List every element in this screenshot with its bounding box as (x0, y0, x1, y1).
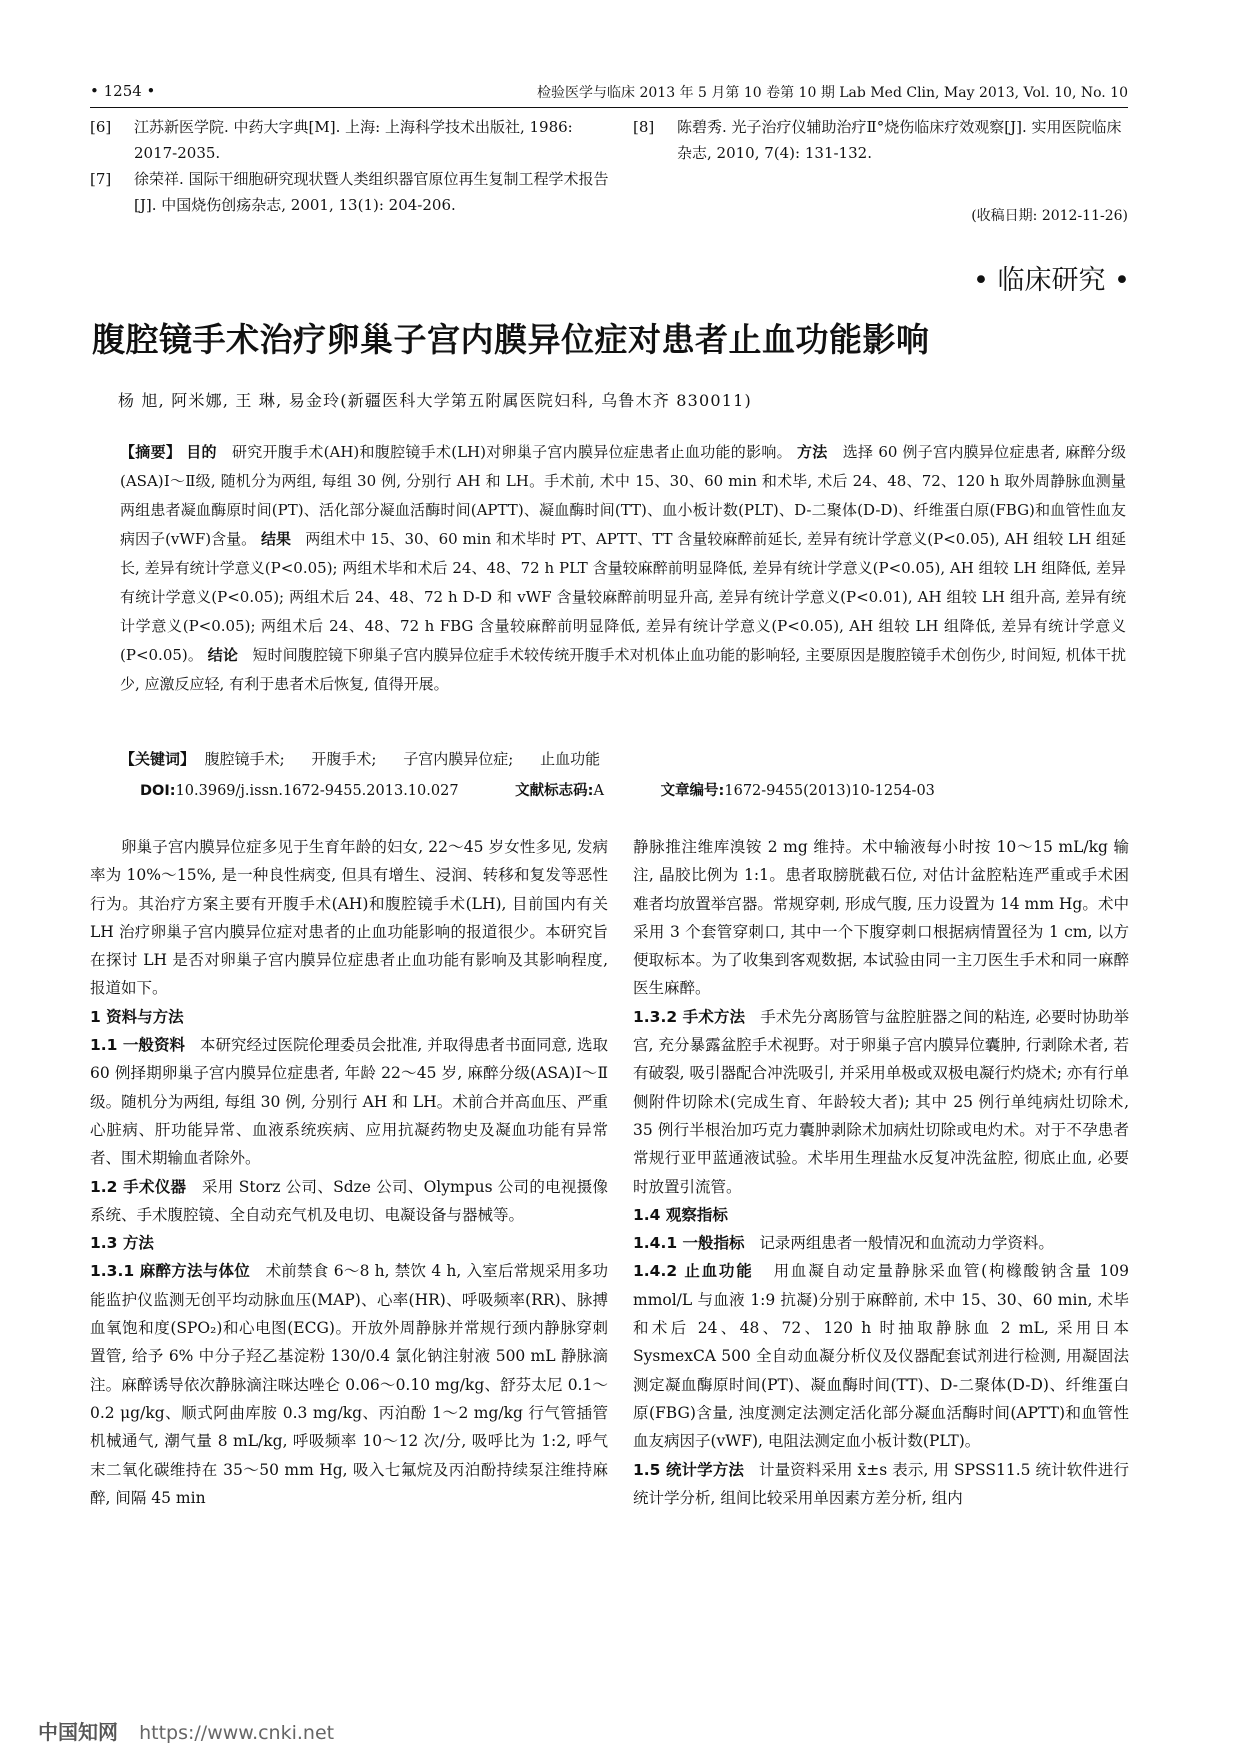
reference-number: [8] (633, 118, 655, 136)
reference-item (90, 114, 610, 166)
intro-paragraph: 卵巢子宫内膜异位症多见于生育年龄的妇女, 22～45 岁女性多见, 发病率为 10%～15%, 是一种良性病变, 但具有增生、浸润、转移和复发等恶性行为。其治疗方案主要有开腹手术(AH)和腹腔镜手术(LH), 目前国内有关 LH 治疗卵巢子宫内膜异位症对患者的止血功能影响的报道很少。本研究旨在探讨 LH 是否对卵巢子宫内膜异位症患者止血功能有影响及其影响程度, 报道如下。 (90, 838, 608, 998)
method-label: 方法 (796, 443, 828, 461)
cnki-watermark (38, 1716, 334, 1745)
article-title: 腹腔镜手术治疗卵巢子宫内膜异位症对患者止血功能影响 (92, 320, 930, 359)
keywords (120, 748, 622, 769)
references-right (633, 114, 1128, 166)
paragraph-1-3-1: 术前禁食 6～8 h, 禁饮 4 h, 入室后常规采用多功能监护仪监测无创平均动脉血压(MAP)、心率(HR)、呼吸频率(RR)、脉搏血氧饱和度(SPO₂)和心电图(ECG)。开放外周静脉并常规行颈内静脉穿刺置管, 给予 6% 中分子羟乙基淀粉 130/0.4 氯化钠注射液 500 mL 静脉滴注。麻醉诱导依次静脉滴注咪达唑仑 0.06～0.10 mg/kg、舒芬太尼 0.1～0.2 μg/kg、顺式阿曲库胺 0.3 mg/kg、丙泊酚 1～2 mg/kg 行气管插管机械通气, 潮气量 8 mL/kg, 呼吸频率 10～12 次/分, 吸呼比为 1:2, 呼气末二氧化碳维持在 35～50 mm Hg, 吸入七氟烷及丙泊酚持续泵注维持麻醉, 间隔 45 min (90, 1262, 609, 1507)
journal-citation: 检验医学与临床 2013 年 5 月第 10 卷第 10 期 Lab Med Clin, May 2013, Vol. 10, No. 10 (537, 85, 1128, 101)
cnki-logo: 中国知网 (38, 1720, 118, 1744)
conclusion-text: 短时间腹腔镜下卵巢子宫内膜异位症手术较传统开腹手术对机体止血功能的影响轻, 主要原因是腹腔镜手术创伤少, 时间短, 机体干扰少, 应激反应轻, 有利于患者术后恢复, 值得开展。 (120, 646, 1126, 693)
reference-text: 陈碧秀. 光子治疗仪辅助治疗Ⅱ°烧伤临床疗效观察[J]. 实用医院临床杂志, 2010, 7(4): 131-132. (677, 118, 1122, 162)
paragraph-1-5: 计量资料采用 x̄±s 表示, 用 SPSS11.5 统计软件进行统计学分析, 组间比较采用单因素方差分析, 组内 (633, 1460, 1130, 1507)
heading-1-5: 1.5 统计学方法 (633, 1460, 744, 1479)
purpose-text: 研究开腹手术(AH)和腹腔镜手术(LH)对卵巢子宫内膜异位症患者止血功能的影响。 (231, 443, 792, 461)
result-text: 两组术中 15、30、60 min 和术毕时 PT、APTT、TT 含量较麻醉前延长, 差异有统计学意义(P<0.05), AH 组较 LH 组延长, 差异有统计学意义(P<0.05); 两组术毕和术后 24、48、72 h PLT 含量较麻醉前明显降低, 差异有统计学意义(P<0.05), AH 组较 LH 组降低, 差异有统计学意义(P<0.05); 两组术后 24、48、72 h D-D 和 vWF 含量较麻醉前明显升高, 差异有统计学意义(P<0.01), AH 组较 LH 组升高, 差异有统计学意义(P<0.05); 两组术后 24、48、72 h FBG 含量较麻醉前明显降低, 差异有统计学意义(P<0.05), AH 组较 LH 组降低, 差异有统计学意义(P<0.05)。 (120, 530, 1126, 664)
doi-line (140, 779, 987, 800)
reference-text: 徐荣祥. 国际干细胞研究现状暨人类组织器官原位再生复制工程学术报告[J]. 中国烧伤创疡杂志, 2001, 13(1): 204-206. (134, 170, 609, 214)
paragraph-1-4-1: 记录两组患者一般情况和血流动力学资料。 (759, 1234, 1054, 1253)
reference-item (633, 114, 1128, 166)
paragraph-1-1: 本研究经过医院伦理委员会批准, 并取得患者书面同意, 选取 60 例择期卵巢子宫内膜异位症患者, 年龄 22～45 岁, 麻醉分级(ASA)Ⅰ～Ⅱ级。随机分为两组, 每组 30 例, 分别行 AH 和 LH。术前合并高血压、严重心脏病、肝功能异常、血液系统疾病、应用抗凝药物史及凝血功能有异常者、围术期输血者除外。 (90, 1036, 609, 1168)
page-number: • 1254 • (90, 82, 156, 100)
reference-item (90, 166, 610, 218)
method-text: 选择 60 例子宫内膜异位症患者, 麻醉分级(ASA)Ⅰ～Ⅱ级, 随机分为两组, 每组 30 例, 分别行 AH 和 LH。手术前, 术中 15、30、60 min 和术毕, 术后 24、48、72、120 h 取外周静脉血测量两组患者凝血酶原时间(PT)、活化部分凝血活酶时间(APTT)、凝血酶时间(TT)、血小板计数(PLT)、D-二聚体(D-D)、纤维蛋白原(FBG)和血管性血友病因子(vWF)含量。 (120, 443, 1126, 548)
heading-1-4-2: 1.4.2 止血功能 (633, 1262, 754, 1281)
article-no-value: 1672-9455(2013)10-1254-03 (724, 783, 935, 799)
paragraph-1-3-2: 手术先分离肠管与盆腔脏器之间的粘连, 必要时协助举宫, 充分暴露盆腔手术视野。对于卵巢子宫内膜异位囊肿, 行剥除术者, 若有破裂, 吸引器配合冲洗吸引, 并采用单极或双极电凝行灼烧术; 亦有行单侧附件切除术(完成生育、年龄较大者); 其中 25 例行单纯病灶切除术, 35 例行半根治加巧克力囊肿剥除术加病灶切除或电灼术。对于不孕患者常规行亚甲蓝通液试验。术毕用生理盐水反复冲洗盆腔, 彻底止血, 必要时放置引流管。 (633, 1007, 1130, 1196)
keyword: 止血功能 (540, 750, 601, 768)
heading-1: 1 资料与方法 (90, 1007, 184, 1026)
keywords-label: 【关键词】 (120, 750, 196, 768)
reference-number: [7] (90, 170, 112, 188)
cnki-url: https://www.cnki.net (139, 1722, 335, 1744)
purpose-label: 目的 (186, 443, 217, 461)
references-left (90, 114, 610, 218)
body-column-left (90, 833, 608, 1512)
doi-label: DOI: (140, 783, 176, 799)
received-date: (收稿日期: 2012-11-26) (971, 208, 1128, 224)
keyword: 开腹手术; (311, 750, 377, 768)
result-label: 结果 (260, 530, 292, 548)
body-column-right (633, 833, 1129, 1512)
authors-affiliation: 杨 旭, 阿米娜, 王 琳, 易金玲(新疆医科大学第五附属医院妇科, 乌鲁木齐 830011) (118, 391, 752, 410)
abstract (120, 438, 1126, 699)
heading-1-3-1: 1.3.1 麻醉方法与体位 (90, 1262, 251, 1281)
heading-1-3-2: 1.3.2 手术方法 (633, 1007, 746, 1026)
conclusion-label: 结论 (207, 646, 238, 664)
heading-1-3: 1.3 方法 (90, 1234, 154, 1253)
abstract-label: 【摘要】 (120, 443, 182, 461)
header-rule (90, 107, 1128, 108)
reference-number: [6] (90, 118, 112, 136)
section-tag: • 临床研究 • (972, 265, 1130, 296)
article-no-label: 文章编号: (660, 783, 725, 799)
heading-1-2: 1.2 手术仪器 (90, 1177, 187, 1196)
doi-value: 10.3969/j.issn.1672-9455.2013.10.027 (175, 783, 459, 799)
heading-1-4: 1.4 观察指标 (633, 1205, 728, 1224)
reference-text: 江苏新医学院. 中药大字典[M]. 上海: 上海科学技术出版社, 1986: 2017-2035. (134, 118, 573, 162)
keyword: 腹腔镜手术; (204, 750, 285, 768)
heading-1-4-1: 1.4.1 一般指标 (633, 1234, 745, 1253)
paragraph-1-3-1-cont: 静脉推注维库溴铵 2 mg 维持。术中输液每小时按 10～15 mL/kg 输注, 晶胶比例为 1:1。患者取膀胱截石位, 对估计盆腔粘连严重或手术困难者均放置举宫器。常规穿刺, 形成气腹, 压力设置为 14 mm Hg。术中采用 3 个套管穿刺口, 其中一个下腹穿刺口根据病情置径为 1 cm, 以方便取标本。为了收集到客观数据, 本试验由同一主刀医生手术和同一麻醉医生麻醉。 (633, 838, 1129, 998)
heading-1-1: 1.1 一般资料 (90, 1036, 186, 1055)
paragraph-1-4-2: 用血凝自动定量静脉采血管(枸橼酸钠含量 109 mmol/L 与血液 1:9 抗凝)分别于麻醉前, 术中 15、30、60 min, 术毕和术后 24、48、72、120 h 时抽取静脉血 2 mL, 采用日本 SysmexCA 500 全自动血凝分析仪及仪器配套试剂进行检测, 用凝固法测定凝血酶原时间(PT)、凝血酶时间(TT)、D-二聚体(D-D)、纤维蛋白原(FBG)含量, 浊度测定法测定活化部分凝血活酶时间(APTT)和血管性血友病因子(vWF), 电阻法测定血小板计数(PLT)。 (633, 1262, 1130, 1451)
running-header (90, 80, 1128, 106)
keyword: 子宫内膜异位症; (403, 750, 514, 768)
paragraph-1-2: 采用 Storz 公司、Sdze 公司、Olympus 公司的电视摄像系统、手术腹腔镜、全自动充气机及电切、电凝设备与器械等。 (90, 1177, 609, 1224)
code-value: A (593, 783, 604, 799)
code-label: 文献标志码: (515, 783, 594, 799)
